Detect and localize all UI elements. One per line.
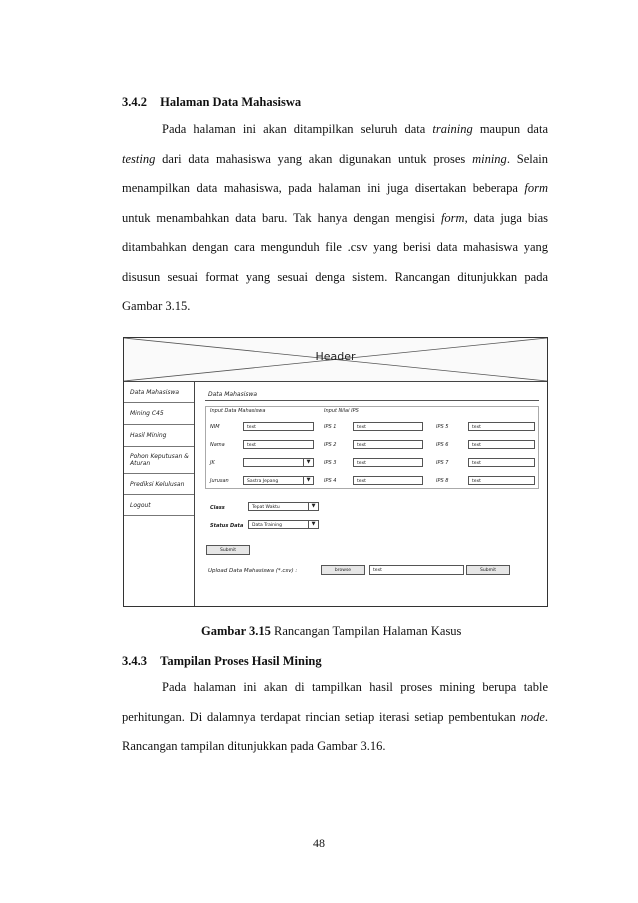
nim-input[interactable]: text <box>243 422 314 431</box>
upload-label: Upload Data Mahasiswa (*.csv) : <box>208 568 298 574</box>
ips-label: IPS 5 <box>436 424 449 430</box>
sidebar-item-label: Pohon Keputusan & Aturan <box>130 453 189 467</box>
ips5-input[interactable]: text <box>468 422 535 431</box>
chevron-down-icon: ▼ <box>308 502 318 511</box>
field-label-nim: NIM <box>210 424 220 430</box>
ips3-input[interactable]: text <box>353 458 423 467</box>
ips6-input[interactable]: text <box>468 440 535 449</box>
sidebar-item-label: Prediksi Kelulusan <box>130 481 185 488</box>
sidebar-item-pohon-keputusan[interactable] <box>124 447 194 474</box>
section-number: 3.4.3 <box>122 654 147 668</box>
text-run: Pada halaman ini akan di tampilkan hasil proses mining berupa table perhitungan. Di dalamnya terdapat rincian setiap iterasi setiap pembentukan <box>122 680 548 724</box>
caption-text: Rancangan Tampilan Halaman Kasus <box>270 624 462 638</box>
chevron-down-icon: ▼ <box>308 520 318 529</box>
sidebar-item-mining-c45[interactable] <box>124 403 194 425</box>
text-run-italic: node <box>520 709 545 724</box>
jurusan-select[interactable] <box>243 476 314 485</box>
browse-button[interactable]: browse <box>321 565 365 575</box>
ips-label: IPS 1 <box>324 424 337 430</box>
input-ips-title: Input Nilai IPS <box>324 408 359 414</box>
ips-label: IPS 2 <box>324 442 337 448</box>
text-run: , data juga bias ditambahkan dengan cara mengunduh file .csv yang berisi data mahasiswa yang disusun sesuai format yang sesuai denga sistem. Rancangan ditunjukkan pada Gambar 3.15. <box>122 210 548 313</box>
chevron-down-icon: ▼ <box>303 458 313 467</box>
class-select-value: Tepat Waktu <box>252 505 280 510</box>
class-select[interactable] <box>248 502 319 511</box>
text-run-italic: mining <box>472 151 507 166</box>
chevron-down-icon: ▼ <box>303 476 313 485</box>
status-data-select-value: Data Training <box>252 523 282 528</box>
text-run: untuk menambahkan data baru. Tak hanya dengan mengisi <box>122 210 441 225</box>
sidebar-item-data-mahasiswa[interactable] <box>124 382 194 403</box>
field-label-nama: Nama <box>210 442 225 448</box>
field-label-jurusan: Jurusan <box>210 478 229 484</box>
ips8-input[interactable]: text <box>468 476 535 485</box>
section-heading-3-4-2 <box>122 95 301 110</box>
ips7-input[interactable]: text <box>468 458 535 467</box>
text-run: . Rancangan tampilan ditunjukkan pada Gambar 3.16. <box>122 709 548 753</box>
class-label: Class <box>210 505 225 511</box>
text-run: dari data mahasiswa yang akan digunakan untuk proses <box>155 151 473 166</box>
panel-title: Data Mahasiswa <box>208 391 258 398</box>
sidebar-item-prediksi-kelulusan[interactable] <box>124 474 194 495</box>
sidebar-item-label: Hasil Mining <box>130 432 167 439</box>
mockup-sidebar <box>124 382 195 606</box>
text-run-italic: testing <box>122 151 156 166</box>
text-run: Pada halaman ini akan ditampilkan seluruh data <box>162 122 433 136</box>
status-data-select[interactable] <box>248 520 319 529</box>
jurusan-select-value: Sastra Jepang <box>247 479 279 484</box>
panel-divider <box>205 400 539 401</box>
figure-mockup-data-mahasiswa <box>123 337 548 607</box>
upload-file-input[interactable]: text <box>369 565 464 575</box>
ips-label: IPS 7 <box>436 460 449 466</box>
section-heading-3-4-3 <box>122 654 322 669</box>
text-run: . Selain menampilkan data mahasiswa, pada halaman ini juga disertakan beberapa <box>122 151 548 195</box>
status-data-label: Status Data <box>210 523 244 529</box>
caption-label: Gambar 3.15 <box>201 624 271 638</box>
field-label-jk: JK <box>210 460 215 466</box>
upload-submit-button[interactable]: Submit <box>466 565 510 575</box>
mockup-header-title: Header <box>315 350 356 363</box>
sidebar-item-label: Logout <box>130 502 151 509</box>
submit-button[interactable]: Submit <box>206 545 250 555</box>
nama-input[interactable]: text <box>243 440 314 449</box>
ips-label: IPS 4 <box>324 478 337 484</box>
section-number: 3.4.2 <box>122 95 147 109</box>
ips-label: IPS 6 <box>436 442 449 448</box>
ips-label: IPS 8 <box>436 478 449 484</box>
text-run-italic: training <box>432 122 473 136</box>
mockup-header <box>124 338 547 382</box>
sidebar-item-label: Data Mahasiswa <box>130 389 180 396</box>
ips1-input[interactable]: text <box>353 422 423 431</box>
paragraph-proses-hasil-mining <box>122 673 548 762</box>
ips4-input[interactable]: text <box>353 476 423 485</box>
ips-label: IPS 3 <box>324 460 337 466</box>
section-title: Tampilan Proses Hasil Mining <box>160 654 322 668</box>
figure-caption-3-15 <box>201 624 461 639</box>
section-title: Halaman Data Mahasiswa <box>160 95 302 109</box>
sidebar-item-hasil-mining[interactable] <box>124 425 194 447</box>
page-number: 48 <box>313 836 325 850</box>
input-data-title: Input Data Mahasiswa <box>210 408 266 414</box>
ips2-input[interactable]: text <box>353 440 423 449</box>
jk-select[interactable] <box>243 458 314 467</box>
sidebar-item-label: Mining C45 <box>130 410 164 417</box>
text-run-italic: form <box>524 181 548 195</box>
text-run: maupun data <box>472 122 548 136</box>
text-run-italic: form <box>440 210 465 225</box>
paragraph-halaman-data-mahasiswa <box>122 115 548 322</box>
sidebar-item-logout[interactable] <box>124 495 194 516</box>
